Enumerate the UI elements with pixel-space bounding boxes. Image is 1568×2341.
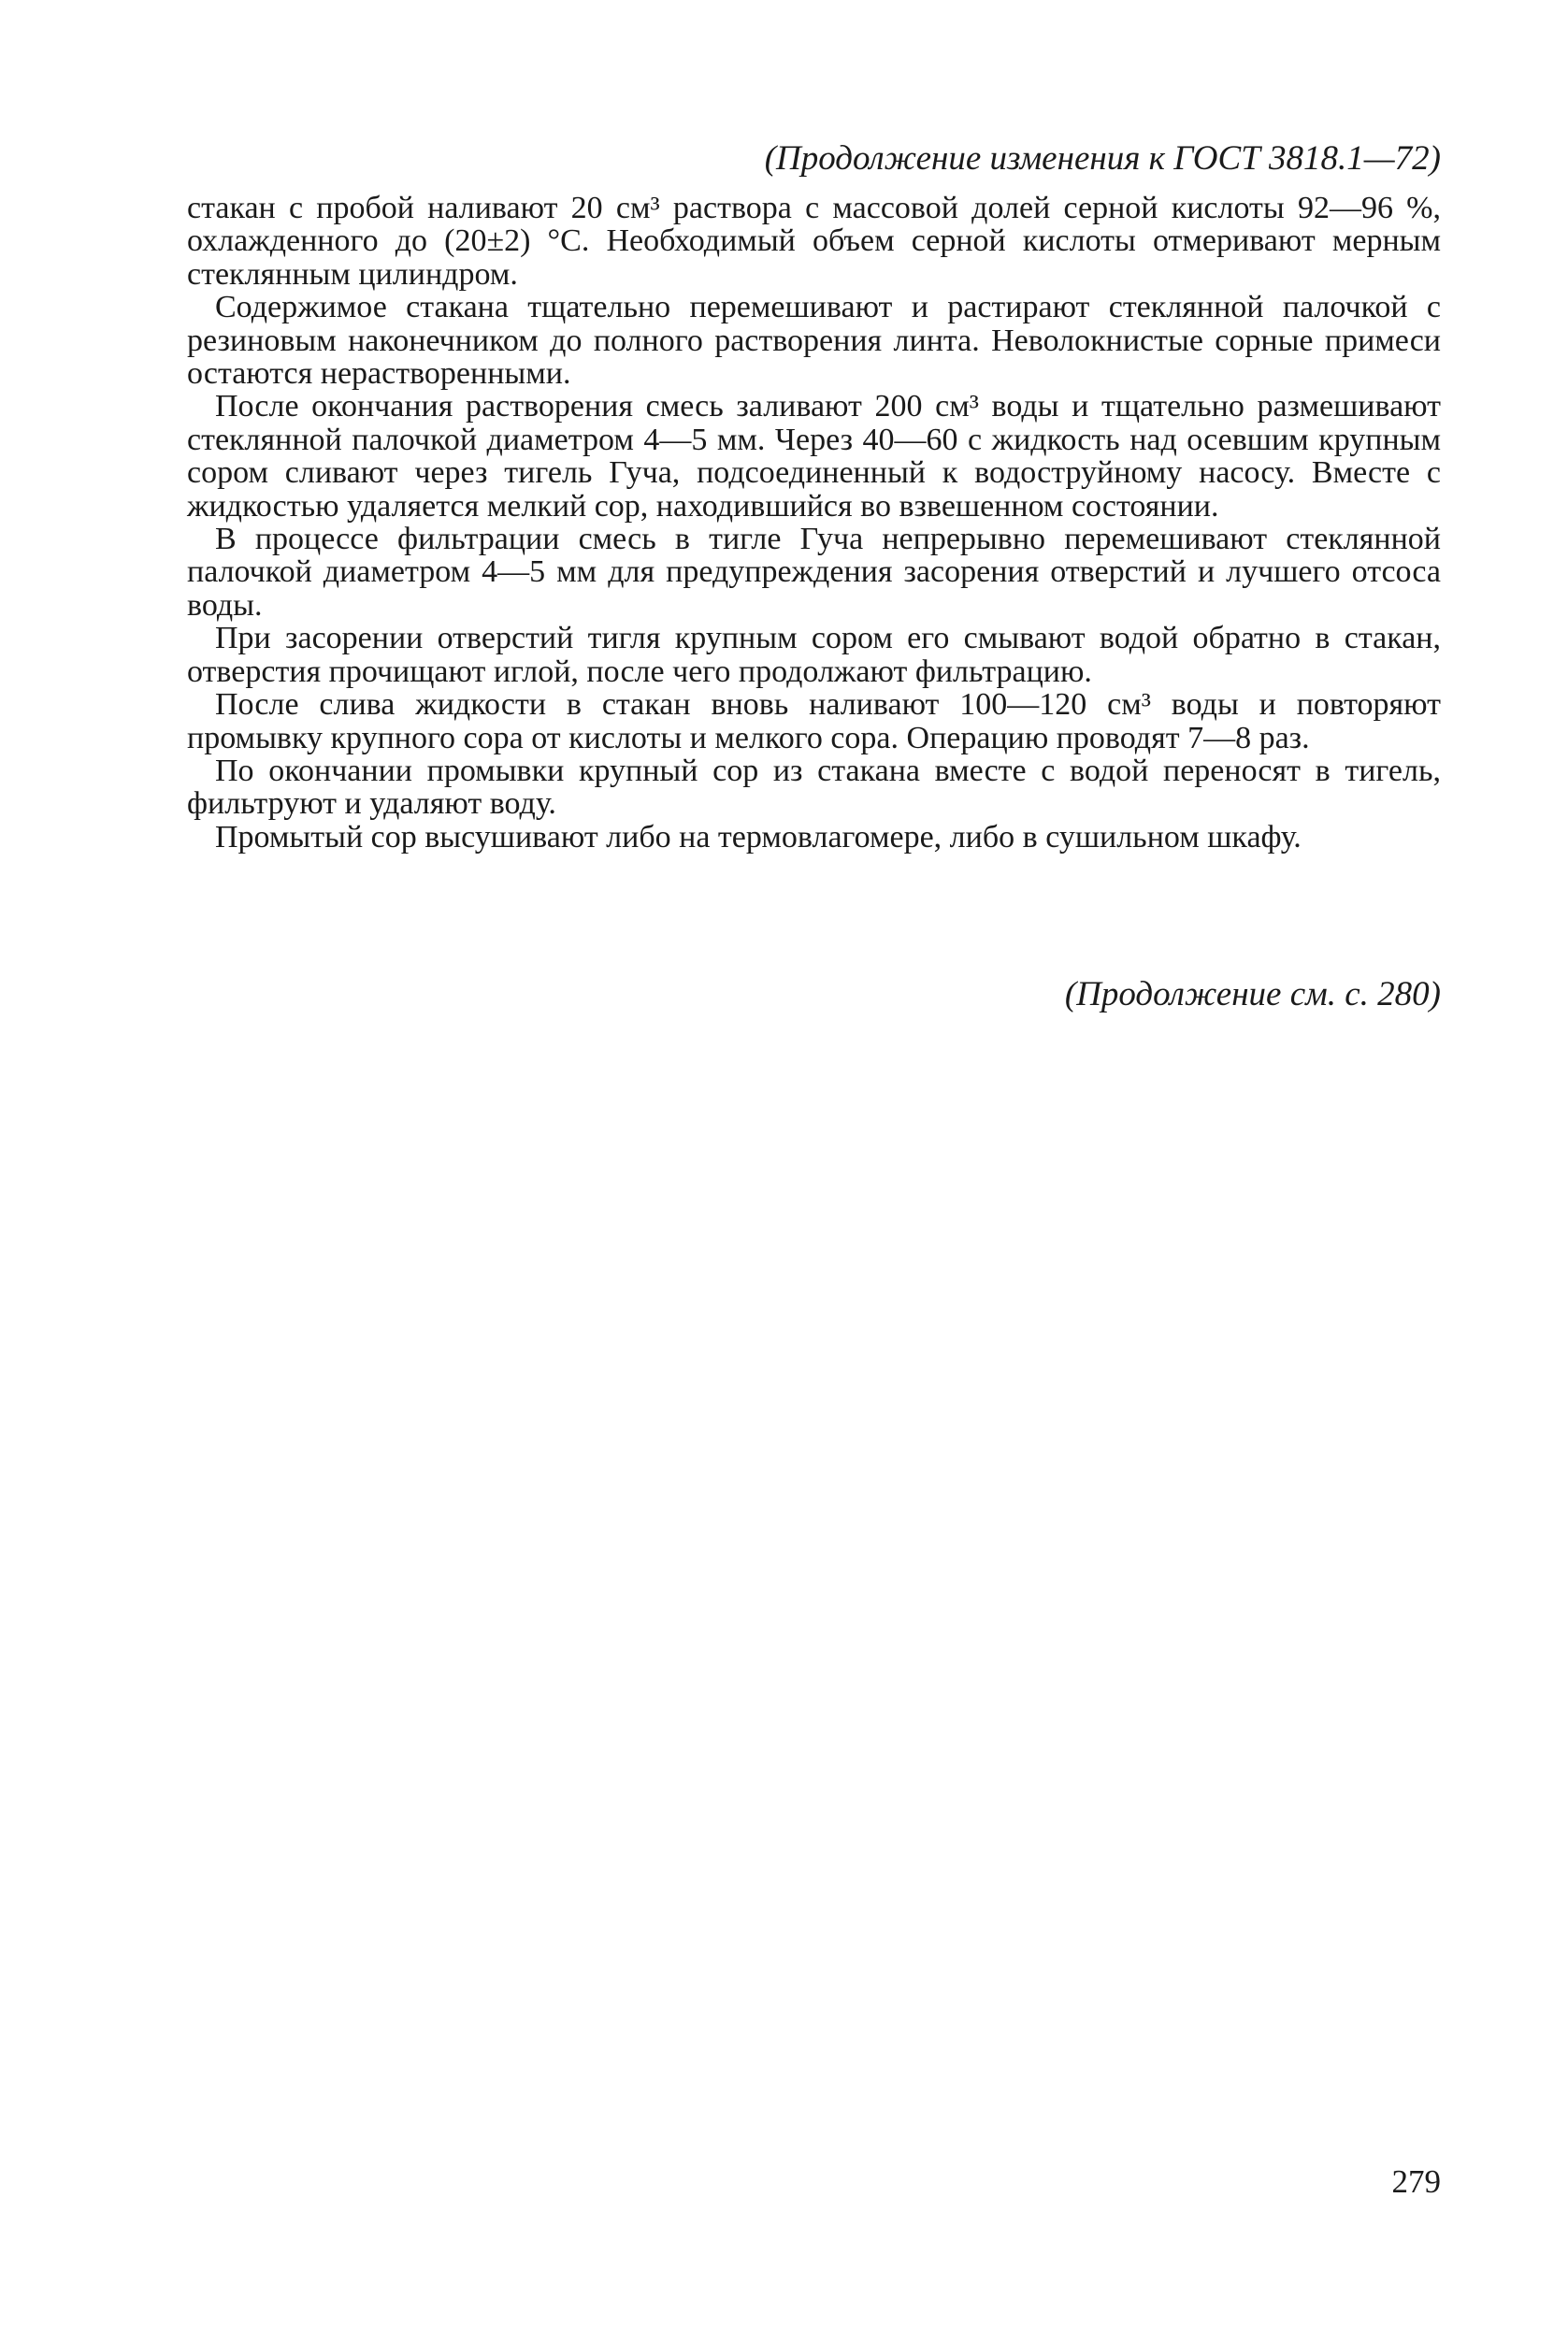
paragraph: стакан с пробой наливают 20 см³ раствора с массовой долей серной кислоты 92—96 %, охлажденного до (20±2) °С. Необходимый объем серной кислоты отмеривают мерным стеклянным цилиндром. xyxy=(187,191,1441,292)
paragraph: Промытый сор высушивают либо на термовлагомере, либо в сушильном шкафу. xyxy=(215,819,1302,855)
paragraph: При засорении отверстий тигля крупным сором его смывают водой обратно в стакан, отверстия прочищают иглой, после чего продолжают фильтрацию. xyxy=(187,621,1441,689)
body-text xyxy=(187,192,1441,854)
paragraph: В процессе фильтрации смесь в тигле Гуча непрерывно перемешивают стеклянной палочкой диаметром 4—5 мм для предупреждения засорения отверстий и лучшего отсоса воды. xyxy=(187,522,1441,623)
continuation-header: (Продолжение изменения к ГОСТ 3818.1—72) xyxy=(764,139,1441,178)
continuation-footer: (Продолжение см. с. 280) xyxy=(1064,975,1441,1013)
paragraph: Содержимое стакана тщательно перемешивают и растирают стеклянной палочкой с резиновым наконечником до полного растворения линта. Неволокнистые сорные примеси остаются нерастворенными. xyxy=(187,290,1441,392)
paragraph: По окончании промывки крупный сор из стакана вместе с водой переносят в тигель, фильтруют и удаляют воду. xyxy=(187,753,1441,822)
page-number: 279 xyxy=(1391,2163,1441,2200)
paragraph: После слива жидкости в стакан вновь наливают 100—120 см³ воды и повторяют промывку крупного сора от кислоты и мелкого сора. Операцию проводят 7—8 раз. xyxy=(187,687,1441,755)
paragraph: После окончания растворения смесь заливают 200 см³ воды и тщательно размешивают стеклянной палочкой диаметром 4—5 мм. Через 40—60 с жидкость над осевшим крупным сором сливают через тигель Гуча, подсоединенный к водоструйному насосу. Вместе с жидкостью удаляется мелкий сор, находившийся во взвешенном состоянии. xyxy=(187,389,1441,524)
